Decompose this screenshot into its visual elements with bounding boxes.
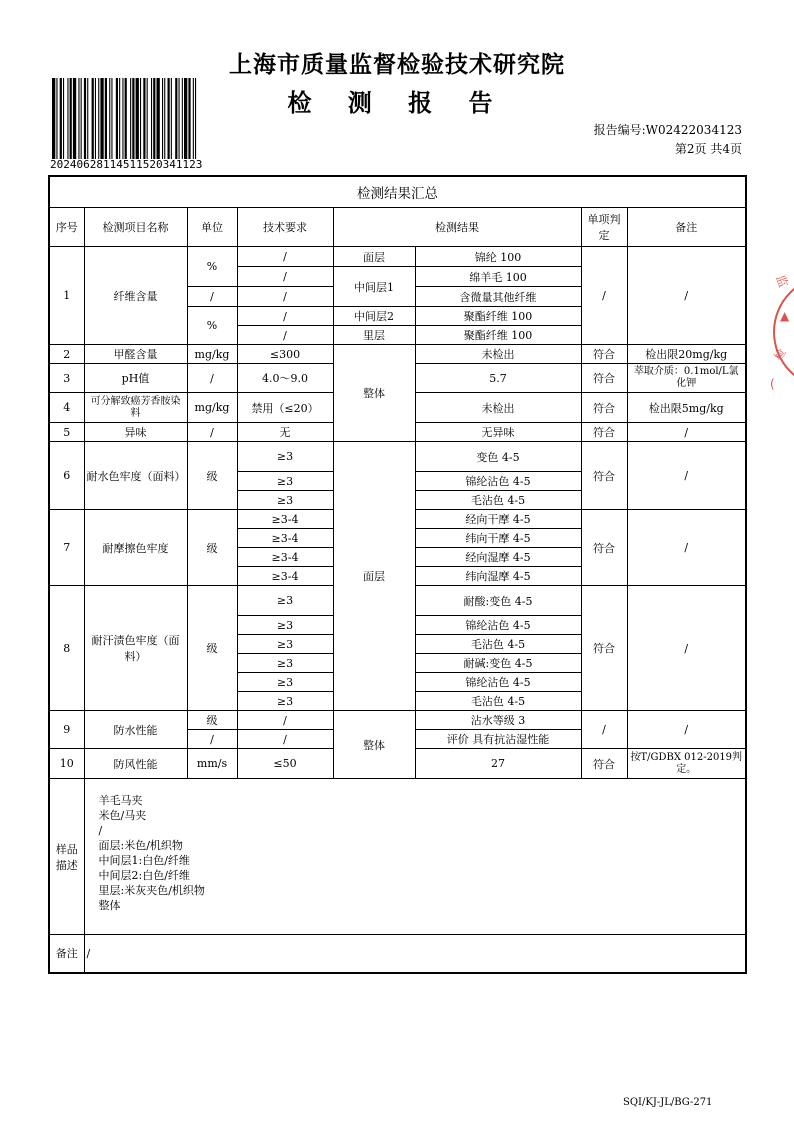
row-no: 7 — [49, 510, 84, 586]
row-no: 6 — [49, 442, 84, 510]
row-result: 未检出 — [415, 393, 581, 423]
sample-line: 米色/马夹 — [98, 809, 147, 822]
row-unit: / — [187, 287, 237, 307]
row-req: / — [237, 711, 333, 730]
row-unit: 级 — [187, 711, 237, 730]
row-req: / — [237, 267, 333, 287]
header-unit: 单位 — [187, 208, 237, 247]
row-result: 纬向湿摩 4-5 — [415, 567, 581, 586]
row-result: 经向干摩 4-5 — [415, 510, 581, 529]
row-item: 纤维含量 — [84, 247, 187, 345]
row-unit: mg/kg — [187, 345, 237, 364]
row-unit: mg/kg — [187, 393, 237, 423]
group-label: 整体 — [333, 345, 415, 442]
row-unit: / — [187, 730, 237, 749]
row-result: 评价 具有抗沾湿性能 — [415, 730, 581, 749]
sample-description — [84, 779, 746, 935]
row-result: 毛沾色 4-5 — [415, 692, 581, 711]
row-judge: 符合 — [581, 345, 627, 364]
layer-label: 里层 — [333, 326, 415, 345]
sample-line: 中间层1:白色/纤维 — [98, 854, 190, 867]
row-item: 耐汗渍色牢度（面料） — [84, 586, 187, 711]
sample-line: 整体 — [98, 899, 121, 912]
row-no: 9 — [49, 711, 84, 749]
row-req: / — [237, 307, 333, 326]
group-label: 整体 — [333, 711, 415, 779]
row-remark: 检出限20mg/kg — [627, 345, 746, 364]
header-result: 检测结果 — [333, 208, 581, 247]
note-value: / — [84, 935, 746, 973]
row-remark: / — [627, 711, 746, 749]
row-req: / — [237, 247, 333, 267]
row-remark: / — [627, 510, 746, 586]
row-remark: 按T/GDBX 012-2019判定。 — [627, 749, 746, 779]
row-remark: / — [627, 442, 746, 510]
row-req: ≥3 — [237, 654, 333, 673]
row-result: 纬向干摩 4-5 — [415, 529, 581, 548]
layer-label: 中间层2 — [333, 307, 415, 326]
row-no: 10 — [49, 749, 84, 779]
row-no: 5 — [49, 423, 84, 442]
row-item: 耐摩擦色牢度 — [84, 510, 187, 586]
row-remark: / — [627, 423, 746, 442]
report-number: 报告编号:W02422034123 — [593, 123, 742, 137]
row-req: ≤300 — [237, 345, 333, 364]
row-unit: % — [187, 247, 237, 287]
seal-stamp — [768, 262, 794, 402]
row-unit: / — [187, 364, 237, 393]
row-result: 未检出 — [415, 345, 581, 364]
row-result: 毛沾色 4-5 — [415, 491, 581, 510]
row-unit: 级 — [187, 586, 237, 711]
row-no: 8 — [49, 586, 84, 711]
row-no: 2 — [49, 345, 84, 364]
row-judge: 符合 — [581, 442, 627, 510]
row-req: / — [237, 730, 333, 749]
svg-text:检: 检 — [771, 346, 789, 363]
row-result: 锦纶沾色 4-5 — [415, 616, 581, 635]
row-req: ≥3 — [237, 635, 333, 654]
row-remark: / — [627, 247, 746, 345]
group-label: 面层 — [333, 442, 415, 711]
svg-text:监: 监 — [773, 273, 791, 290]
row-judge: / — [581, 711, 627, 749]
sample-line: 里层:米灰夹色/机织物 — [98, 884, 205, 897]
row-result: 绵羊毛 100 — [415, 267, 581, 287]
row-result: 变色 4-5 — [415, 442, 581, 472]
row-judge: 符合 — [581, 393, 627, 423]
row-remark: / — [627, 586, 746, 711]
row-result: 耐酸:变色 4-5 — [415, 586, 581, 616]
header-no: 序号 — [49, 208, 84, 247]
row-req: 无 — [237, 423, 333, 442]
row-judge: 符合 — [581, 423, 627, 442]
row-result: 27 — [415, 749, 581, 779]
row-req: ≥3 — [237, 673, 333, 692]
row-req: ≥3-4 — [237, 548, 333, 567]
row-req: 4.0～9.0 — [237, 364, 333, 393]
header-judgement: 单项判定 — [581, 208, 627, 247]
row-judge: 符合 — [581, 586, 627, 711]
institution-name: 上海市质量监督检验技术研究院 — [229, 51, 565, 78]
footer-code: SQI/KJ-JL/BG-271 — [623, 1097, 713, 1108]
svg-text:(: ( — [770, 377, 775, 391]
row-judge: 符合 — [581, 749, 627, 779]
row-req: ≥3 — [237, 692, 333, 711]
row-item: 甲醛含量 — [84, 345, 187, 364]
row-result: 聚酯纤维 100 — [415, 326, 581, 345]
row-result: 毛沾色 4-5 — [415, 635, 581, 654]
row-req: ≥3 — [237, 616, 333, 635]
sample-line: 羊毛马夹 — [98, 794, 143, 807]
row-result: 锦纶沾色 4-5 — [415, 472, 581, 491]
row-req: ≥3 — [237, 586, 333, 616]
row-result: 聚酯纤维 100 — [415, 307, 581, 326]
row-no: 4 — [49, 393, 84, 423]
row-unit: mm/s — [187, 749, 237, 779]
row-remark: 检出限5mg/kg — [627, 393, 746, 423]
header-remark: 备注 — [627, 208, 746, 247]
row-result: 沾水等级 3 — [415, 711, 581, 730]
row-result: 5.7 — [415, 364, 581, 393]
row-unit: 级 — [187, 442, 237, 510]
row-req: / — [237, 326, 333, 345]
row-req: ≥3-4 — [237, 567, 333, 586]
sample-line: / — [98, 824, 103, 837]
row-result: 锦纶 100 — [415, 247, 581, 267]
sample-line: 中间层2:白色/纤维 — [98, 869, 190, 882]
row-req: ≥3 — [237, 442, 333, 472]
row-item: 异味 — [84, 423, 187, 442]
row-item: 防水性能 — [84, 711, 187, 749]
row-judge: / — [581, 247, 627, 345]
row-result: 耐碱:变色 4-5 — [415, 654, 581, 673]
row-req: ≥3 — [237, 472, 333, 491]
row-unit: % — [187, 307, 237, 345]
row-req: ≥3 — [237, 491, 333, 510]
row-item: 耐水色牢度（面料） — [84, 442, 187, 510]
row-no: 1 — [49, 247, 84, 345]
header-item: 检测项目名称 — [84, 208, 187, 247]
sample-line: 面层:米色/机织物 — [98, 839, 183, 852]
row-item: 防风性能 — [84, 749, 187, 779]
row-result: 经向湿摩 4-5 — [415, 548, 581, 567]
row-result: 无异味 — [415, 423, 581, 442]
row-req: ≥3-4 — [237, 510, 333, 529]
layer-label: 中间层1 — [333, 267, 415, 307]
row-item: pH值 — [84, 364, 187, 393]
row-result: 锦纶沾色 4-5 — [415, 673, 581, 692]
barcode — [52, 78, 198, 159]
page-info: 第2页 共4页 — [674, 142, 742, 156]
row-remark: 萃取介质：0.1mol/L氯化钾 — [627, 364, 746, 393]
row-req: ≥3-4 — [237, 529, 333, 548]
row-no: 3 — [49, 364, 84, 393]
svg-text:▲: ▲ — [780, 309, 790, 323]
note-label: 备注 — [49, 935, 84, 973]
sample-label: 样品描述 — [49, 779, 84, 935]
row-judge: 符合 — [581, 364, 627, 393]
barcode-number: 20240628114511520341123 — [50, 158, 203, 171]
row-unit: / — [187, 423, 237, 442]
row-req: ≤50 — [237, 749, 333, 779]
results-table — [48, 175, 747, 974]
layer-label: 面层 — [333, 247, 415, 267]
row-judge: 符合 — [581, 510, 627, 586]
row-result: 含微量其他纤维 — [415, 287, 581, 307]
header-requirement: 技术要求 — [237, 208, 333, 247]
row-item: 可分解致癌芳香胺染料 — [84, 393, 187, 423]
row-unit: 级 — [187, 510, 237, 586]
row-req: 禁用（≤20） — [237, 393, 333, 423]
report-title: 检 测 报 告 — [287, 88, 507, 117]
row-req: / — [237, 287, 333, 307]
table-title: 检测结果汇总 — [49, 176, 746, 208]
